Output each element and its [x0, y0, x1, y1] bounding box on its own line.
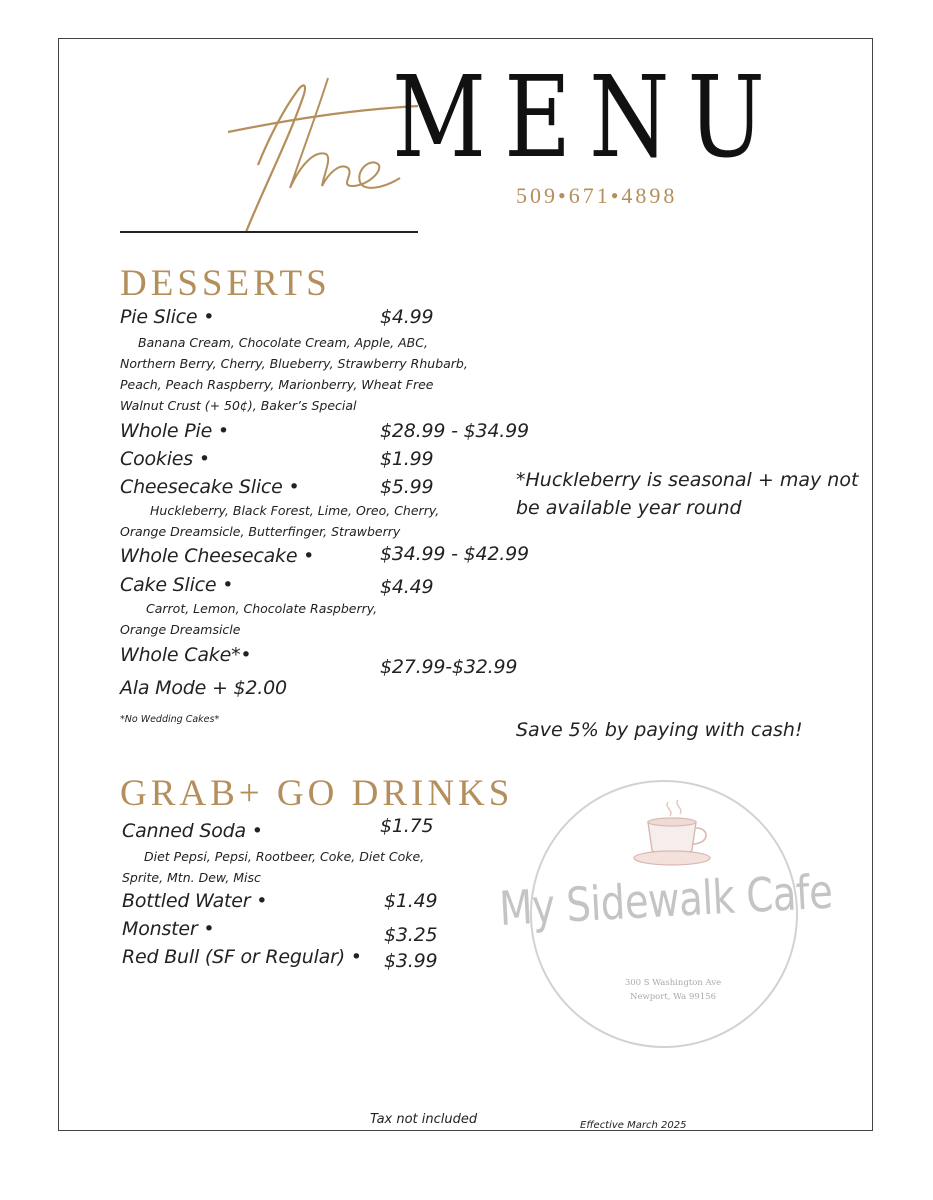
logo-address-line2: Newport, Wa 99156 — [630, 992, 716, 1002]
price-canned-soda: $1.75 — [380, 815, 434, 837]
price-whole-pie: $28.99 - $34.99 — [380, 420, 529, 442]
item-red-bull: Red Bull (SF or Regular) • — [122, 946, 362, 968]
item-bottled-water: Bottled Water • — [122, 890, 268, 912]
desserts-heading: DESSERTS — [120, 263, 331, 304]
drinks-heading: GRAB+ GO DRINKS — [120, 773, 514, 814]
pie-flavors-line1: Banana Cream, Chocolate Cream, Apple, ABC, — [138, 335, 428, 350]
phone-number: 509•671•4898 — [516, 183, 678, 208]
pie-flavors — [120, 332, 480, 416]
price-whole-cake: $27.99-$32.99 — [380, 656, 518, 678]
price-pie-slice: $4.99 — [380, 306, 434, 328]
item-canned-soda: Canned Soda • — [122, 820, 263, 842]
effective-date: Effective March 2025 — [580, 1120, 687, 1131]
price-whole-cheesecake: $34.99 - $42.99 — [380, 543, 529, 565]
no-wedding-cakes-note: *No Wedding Cakes* — [120, 714, 220, 725]
item-cake-slice: Cake Slice • — [120, 574, 234, 596]
item-monster: Monster • — [122, 918, 215, 940]
cheesecake-flavors-line1: Huckleberry, Black Forest, Lime, Oreo, Cherry, — [150, 503, 440, 518]
cafe-logo — [500, 780, 860, 1070]
item-cookies: Cookies • — [120, 448, 210, 470]
item-ala-mode: Ala Mode + $2.00 — [120, 677, 287, 699]
cheesecake-flavors-rest: Orange Dreamsicle, Butterfinger, Strawberry — [120, 524, 401, 539]
menu-title: MENU — [392, 53, 783, 183]
logo-address-line1: 300 S Washington Ave — [624, 978, 722, 988]
item-pie-slice: Pie Slice • — [120, 306, 215, 328]
item-whole-cheesecake: Whole Cheesecake • — [120, 545, 315, 567]
price-cookies: $1.99 — [380, 448, 434, 470]
soda-flavors-line1: Diet Pepsi, Pepsi, Rootbeer, Coke, Diet Coke, — [144, 849, 425, 864]
price-cake-slice: $4.49 — [380, 576, 434, 598]
soda-flavors — [122, 846, 482, 888]
cake-flavors — [120, 598, 480, 640]
price-bottled-water: $1.49 — [384, 890, 438, 912]
price-red-bull: $3.99 — [384, 950, 438, 972]
cake-flavors-rest: Orange Dreamsicle — [120, 622, 241, 637]
logo-address — [608, 976, 738, 1004]
logo-cafe-name: My Sidewalk Cafe — [498, 864, 834, 937]
tax-note: Tax not included — [370, 1112, 478, 1127]
item-whole-pie: Whole Pie • — [120, 420, 229, 442]
header-divider — [120, 231, 418, 233]
huckleberry-seasonal-note: *Huckleberry is seasonal + may not be available year round — [516, 469, 859, 519]
pie-flavors-rest: Northern Berry, Cherry, Blueberry, Strawberry Rhubarb, Peach, Peach Raspberry, Marionberry, Wheat Free Walnut Crust (+ 50¢), Baker’s Special — [120, 356, 468, 413]
price-monster: $3.25 — [384, 924, 438, 946]
cake-flavors-line1: Carrot, Lemon, Chocolate Raspberry, — [146, 601, 378, 616]
item-cheesecake-slice: Cheesecake Slice • — [120, 476, 300, 498]
cheesecake-flavors — [120, 500, 500, 542]
item-whole-cake: Whole Cake*• — [120, 644, 252, 666]
coffee-cup-icon — [630, 798, 722, 870]
price-cheesecake-slice: $5.99 — [380, 476, 434, 498]
soda-flavors-rest: Sprite, Mtn. Dew, Misc — [122, 870, 261, 885]
cash-discount-note: Save 5% by paying with cash! — [516, 719, 803, 741]
